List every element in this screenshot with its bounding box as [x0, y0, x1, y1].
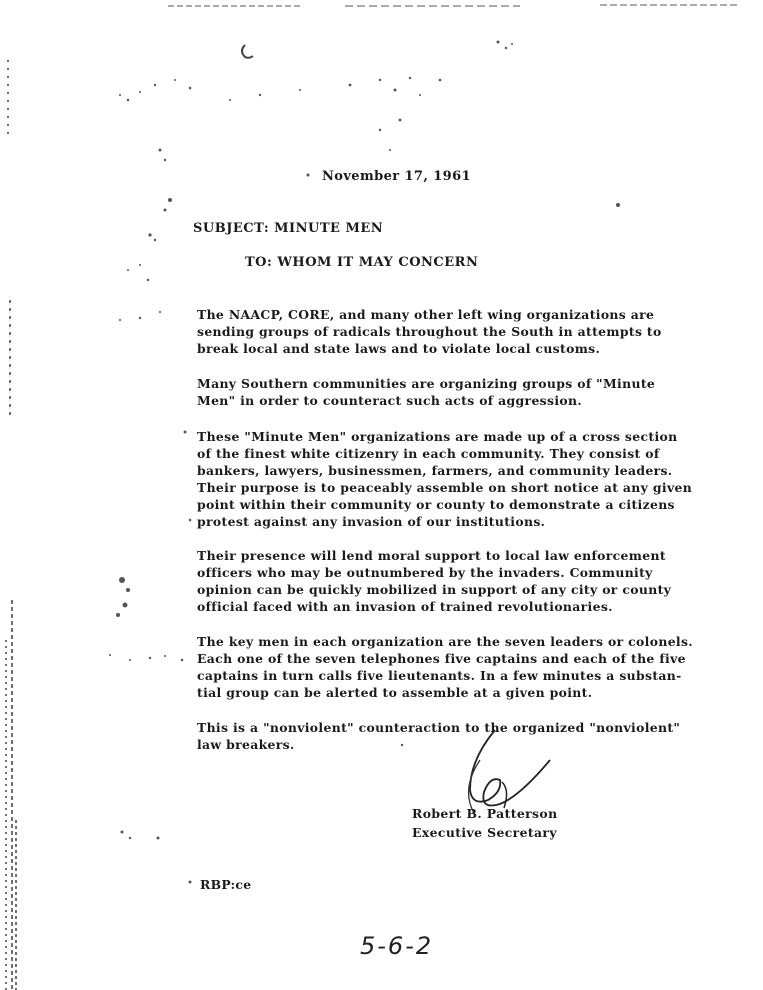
body-line: opinion can be quickly mobilized in support of any city or county — [197, 582, 672, 597]
body-line: The key men in each organization are the seven leaders or colonels. — [197, 634, 693, 649]
reference-initials: RBP:ce — [200, 877, 252, 892]
addressee-line: TO: WHOM IT MAY CONCERN — [245, 255, 479, 270]
body-line: of the finest white citizenry in each community. They consist of — [197, 446, 660, 461]
body-line: Many Southern communities are organizing groups of "Minute — [197, 376, 656, 391]
body-line: point within their community or county to demonstrate a citizens — [197, 497, 675, 512]
body-line: break local and state laws and to violate local customs. — [197, 341, 601, 356]
body-line: tial group can be alerted to assemble at a given point. — [197, 685, 593, 700]
body-line: captains in turn calls five lieutenants. In a few minutes a substan- — [197, 668, 682, 683]
body-line: Men" in order to counteract such acts of aggression. — [197, 393, 583, 408]
signatory-name: Robert B. Patterson — [412, 806, 558, 821]
body-line: The NAACP, CORE, and many other left wing organizations are — [197, 307, 655, 322]
body-line: Their presence will lend moral support to local law enforcement — [197, 548, 666, 563]
body-line: sending groups of radicals throughout the South in attempts to — [197, 324, 662, 339]
body-line: Each one of the seven telephones five captains and each of the five — [197, 651, 686, 666]
handwritten-file-number: 5-6-2 — [360, 932, 434, 960]
body-line: Their purpose is to peaceably assemble on short notice at any given — [197, 480, 693, 495]
body-line: This is a "nonviolent" counteraction to the organized "nonviolent" — [197, 720, 681, 735]
signatory-title: Executive Secretary — [412, 825, 557, 840]
body-line: law breakers. — [197, 737, 295, 752]
body-line: official faced with an invasion of trained revolutionaries. — [197, 599, 613, 614]
body-line: These "Minute Men" organizations are made up of a cross section — [197, 429, 678, 444]
body-line: officers who may be outnumbered by the invaders. Community — [197, 565, 653, 580]
body-line: bankers, lawyers, businessmen, farmers, and community leaders. — [197, 463, 673, 478]
body-line: protest against any invasion of our institutions. — [197, 514, 546, 529]
subject-line: SUBJECT: MINUTE MEN — [193, 221, 384, 236]
letter-date: November 17, 1961 — [322, 169, 471, 184]
